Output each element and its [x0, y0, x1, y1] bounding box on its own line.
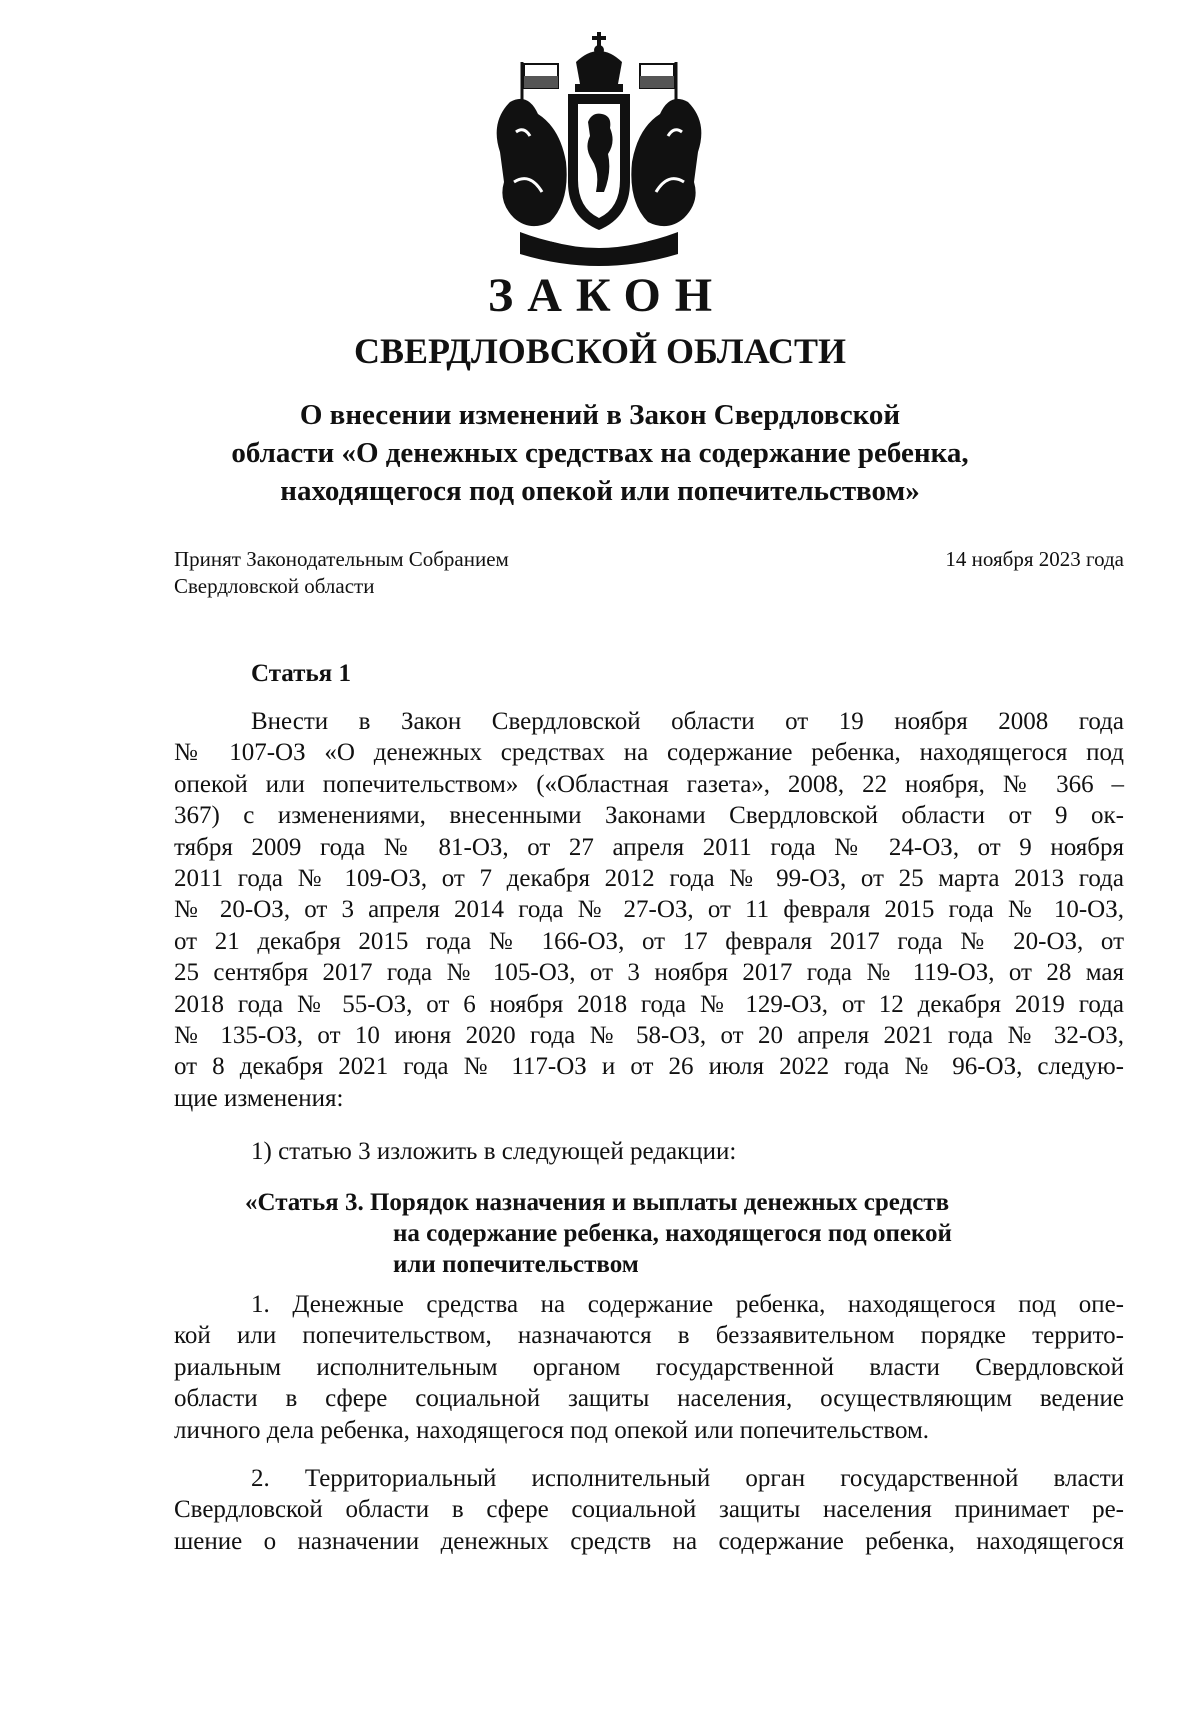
law-subject-line: О внесении изменений в Закон Свердловской	[299, 399, 901, 431]
paragraph-line: тября 2009 года № 81-ОЗ, от 27 апреля 2011 года № 24-ОЗ, от 9 ноября	[174, 833, 1124, 861]
adoption-date: 14 ноября 2023 года	[945, 547, 1124, 571]
paragraph-line: 25 сентября 2017 года № 105-ОЗ, от 3 ноября 2017 года № 119-ОЗ, от 28 мая	[174, 959, 1124, 987]
coat-of-arms-emblem	[480, 32, 718, 272]
new-article-heading-line: или попечительством	[393, 1251, 639, 1278]
adoption-body	[174, 546, 509, 600]
paragraph-line: от 21 декабря 2015 года № 166-ОЗ, от 17 февраля 2017 года № 20-ОЗ, от	[174, 927, 1124, 955]
paragraph-line: Свердловской области в сфере социальной защиты населения принимает ре-	[174, 1496, 1124, 1524]
paragraph-line: кой или попечительством, назначаются в беззаявительном порядке террито-	[174, 1322, 1124, 1350]
paragraph-line: Внести в Закон Свердловской области от 19 ноября 2008 года	[251, 708, 1124, 735]
paragraph-line: шение о назначении денежных средств на содержание ребенка, находящегося	[174, 1527, 1124, 1555]
paragraph-line: риальным исполнительным органом государственной власти Свердловской	[174, 1353, 1124, 1381]
paragraph-line: 2. Территориальный исполнительный орган государственной власти	[251, 1465, 1124, 1492]
paragraph-line: № 107-ОЗ «О денежных средствах на содержание ребенка, находящегося под	[174, 739, 1124, 767]
paragraph-line: № 135-ОЗ, от 10 июня 2020 года № 58-ОЗ, от 20 апреля 2021 года № 32-ОЗ,	[174, 1022, 1124, 1050]
new-article-heading-line: на содержание ребенка, находящегося под опекой	[393, 1220, 952, 1247]
paragraph-line: 2018 года № 55-ОЗ, от 6 ноября 2018 года № 129-ОЗ, от 12 декабря 2019 года	[174, 990, 1124, 1018]
law-subject	[160, 396, 1040, 510]
adoption-body-line: Принят Законодательным Собранием	[174, 547, 509, 571]
document-region: СВЕРДЛОВСКОЙ ОБЛАСТИ	[354, 331, 846, 371]
point-1-paragraph	[174, 1289, 1124, 1446]
paragraph-line: № 20-ОЗ, от 3 апреля 2014 года № 27-ОЗ, от 11 февраля 2015 года № 10-ОЗ,	[174, 896, 1124, 924]
new-article-heading-line: «Статья 3. Порядок назначения и выплаты денежных средств	[245, 1189, 950, 1216]
paragraph-line: 367) с изменениями, внесенными Законами Свердловской области от 9 ок-	[174, 802, 1124, 830]
paragraph-line: 1. Денежные средства на содержание ребенка, находящегося под опе-	[251, 1291, 1124, 1318]
article-paragraph	[174, 706, 1124, 1114]
law-subject-line: находящегося под опекой или попечительством»	[280, 475, 920, 507]
paragraph-line: опекой или попечительством» («Областная газета», 2008, 22 ноября, № 366 –	[174, 770, 1124, 798]
paragraph-line: личного дела ребенка, находящегося под опекой или попечительством.	[174, 1416, 930, 1444]
article-heading: Статья 1	[251, 660, 351, 687]
paragraph-line: от 8 декабря 2021 года № 117-ОЗ и от 26 июля 2022 года № 96-ОЗ, следую-	[174, 1053, 1124, 1081]
new-article-heading	[245, 1187, 952, 1280]
document-title: ЗАКОН	[487, 269, 727, 322]
paragraph-line: щие изменения:	[174, 1084, 344, 1112]
law-subject-line: области «О денежных средствах на содержание ребенка,	[231, 437, 969, 469]
amendment-item: 1) статью 3 изложить в следующей редакции:	[251, 1138, 737, 1165]
adoption-body-line: Свердловской области	[174, 574, 375, 598]
point-2-paragraph	[174, 1463, 1124, 1557]
paragraph-line: области в сфере социальной защиты населения, осуществляющим ведение	[174, 1385, 1124, 1413]
paragraph-line: 2011 года № 109-ОЗ, от 7 декабря 2012 года № 99-ОЗ, от 25 марта 2013 года	[174, 865, 1124, 893]
